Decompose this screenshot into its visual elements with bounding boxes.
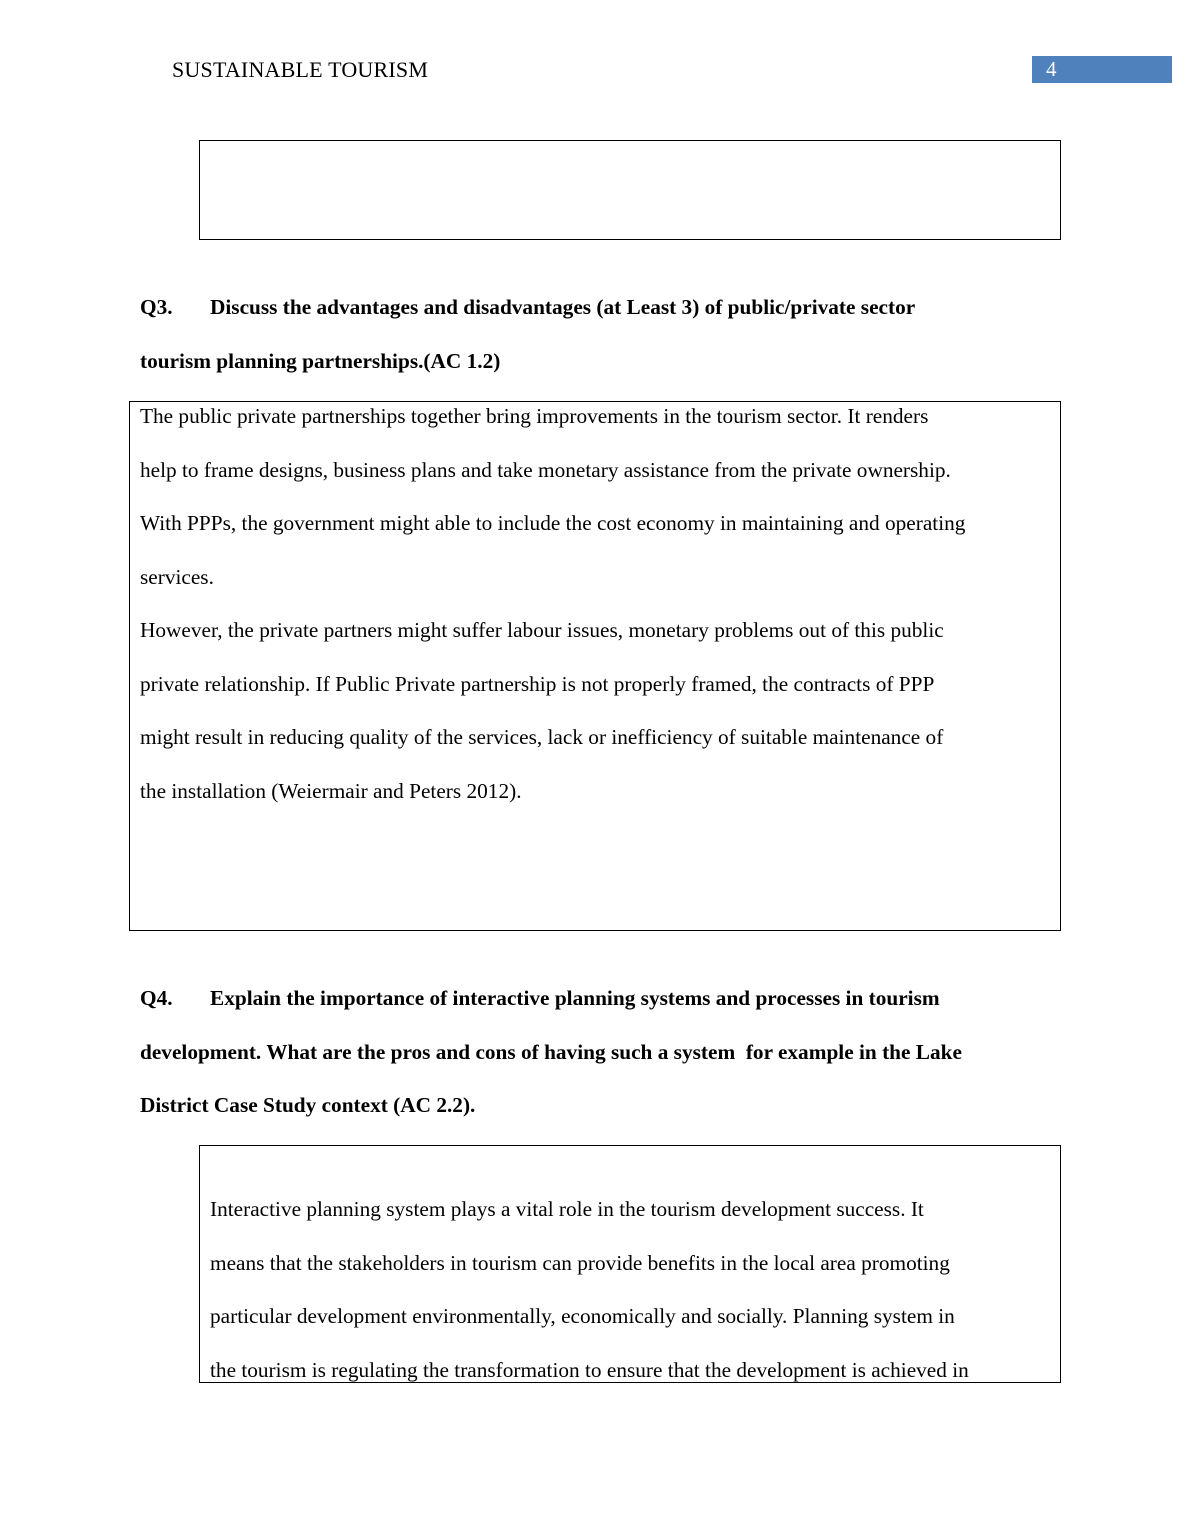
q3-answer-p1-line: With PPPs, the government might able to include the cost economy in maintaining and operating (140, 511, 966, 536)
question-q4-number: Q4. (140, 986, 173, 1010)
question-q3-number: Q3. (140, 295, 173, 319)
question-q4-text-line-3: District Case Study context (AC 2.2). (140, 1093, 476, 1118)
q3-answer-p2-line: However, the private partners might suffer labour issues, monetary problems out of this public (140, 618, 944, 642)
q4-answer-p1-line: the tourism is regulating the transformation to ensure that the development is achieved in (210, 1358, 969, 1383)
q2-answer-box-continued (199, 140, 1061, 240)
question-q3-text-line-1: Discuss the advantages and disadvantages (at Least 3) of public/private sector (210, 295, 916, 319)
q3-answer-paragraph-1 (140, 390, 1052, 605)
question-q3-text-line-2: tourism planning partnerships.(AC 1.2) (140, 348, 501, 373)
q3-answer-p1-line: help to frame designs, business plans and take monetary assistance from the private ownership. (140, 457, 951, 482)
question-q4-line-1 (140, 972, 1060, 1026)
page-number: 4 (1032, 56, 1172, 83)
question-q4-text-line-2: development. What are the pros and cons of having such a system for example in the Lake (140, 1039, 962, 1064)
question-q4-text-line-1: Explain the importance of interactive planning systems and processes in tourism (210, 986, 940, 1010)
question-q3 (140, 281, 1060, 388)
question-q3-line-1 (140, 281, 1060, 335)
q4-answer-paragraph-1 (210, 1183, 1050, 1398)
q3-answer-paragraph-2 (140, 604, 1052, 819)
q4-answer-p1-line: means that the stakeholders in tourism can provide benefits in the local area promoting (210, 1250, 950, 1275)
q4-answer-p1-line: Interactive planning system plays a vital role in the tourism development success. It (210, 1197, 924, 1221)
q3-answer-p1-line: services. (140, 565, 214, 590)
question-q4 (140, 972, 1060, 1133)
q3-answer-p1-line: The public private partnerships together bring improvements in the tourism sector. It renders (140, 404, 929, 428)
running-head: SUSTAINABLE TOURISM (172, 57, 429, 82)
q3-answer-p2-line: private relationship. If Public Private partnership is not properly framed, the contracts of PPP (140, 671, 935, 696)
q3-answer-p2-line: might result in reducing quality of the services, lack or inefficiency of suitable maintenance of (140, 725, 944, 750)
q3-answer-p2-line: the installation (Weiermair and Peters 2012). (140, 779, 522, 804)
q4-answer-p1-line: particular development environmentally, economically and socially. Planning system in (210, 1304, 955, 1329)
